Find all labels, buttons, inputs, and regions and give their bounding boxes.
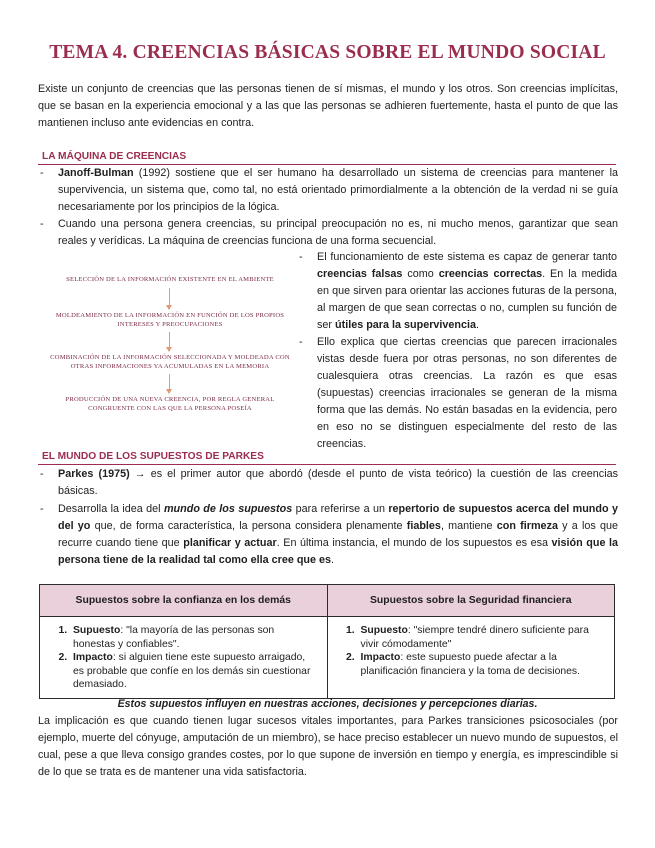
table-cell	[40, 617, 328, 699]
flow-arrow-down-icon	[169, 332, 170, 351]
flow-step-2: MOLDEAMIENTO DE LA INFORMACIÓN EN FUNCIÓN DE LOS PROPIOS INTERESES Y PREOCUPACIONES	[55, 312, 285, 328]
list-item: - Cuando una persona genera creencias, su principal preocupación no es, ni mucho menos, garantizar que sean reales y verídicas. La máquina de creencias funciona de una forma secuencial.	[38, 216, 618, 250]
flow-step-1: SELECCIÓN DE LA INFORMACIÓN EXISTENTE EN EL AMBIENTE	[66, 276, 274, 283]
flow-step-4: PRODUCCIÓN DE UNA NUEVA CREENCIA, POR REGLA GENERAL CONGRUENTE CON LAS QUE LA PERSONA POSEÍA	[65, 396, 275, 412]
section2-list	[38, 466, 618, 569]
table-header-cell: Supuestos sobre la confianza en los demás	[40, 585, 328, 617]
table-cell	[327, 617, 615, 699]
section-heading-text: EL MUNDO DE LOS SUPUESTOS DE PARKES	[42, 451, 264, 462]
assumptions-table	[39, 584, 615, 699]
list-item: - Ello explica que ciertas creencias que parecen irracionales vistas desde fuera por otras personas, no son diferentes de cualesquiera otras creencias. La razón es que esas (supuestas) creencias irracionales se generan de la misma forma que las demás. No están basadas en la evidencia, pero en eso no se distinguen especialmente del resto de las creencias.	[297, 334, 617, 453]
page-title: TEMA 4. CREENCIAS BÁSICAS SOBRE EL MUNDO SOCIAL	[49, 42, 606, 63]
section-heading-maquina	[38, 150, 616, 165]
list-item: 1. Supuesto: "la mayoría de las personas son honestas y confiables".	[70, 624, 317, 651]
closing-paragraph: La implicación es que cuando tienen lugar sucesos vitales importantes, para Parkes transiciones psicosociales (por ejemplo, muerte del cónyuge, amputación de un miembro), se hace preciso establecer un nuevo mundo de supuestos, el cual, pese a que lleva consigo grandes costes, por lo que supone de inversión en tiempo y energía, es imprescindible si de lo que se trata es de mantener una vida satisfactoria.	[38, 715, 618, 778]
list-item: - El funcionamiento de este sistema es capaz de generar tanto creencias falsas como creencias correctas. En la medida en que sirven para orientar las acciones futuras de la persona, al margen de que sean correctas o no, cumplen su función de ser útiles para la supervivencia.	[297, 249, 617, 334]
table-header-row	[40, 585, 615, 617]
intro-paragraph: Existe un conjunto de creencias que las personas tienen de sí mismas, el mundo y los otros. Son creencias implícitas, que se basan en la experiencia emocional y a las que las personas se adhieren fuertemente, hasta el punto de que las mantienen incluso ante evidencias en contra.	[38, 83, 618, 129]
list-item: - Desarrolla la idea del mundo de los supuestos para referirse a un repertorio de supuestos acerca del mundo y del yo que, de forma característica, la persona considera plenamente fiables, mantiene con firmeza y a los que recurre cuando tiene que planificar y actuar. En última instancia, el mundo de los supuestos es esa visión que la persona tiene de la realidad tal como ella cree que es.	[38, 501, 618, 569]
section1-list-right	[297, 249, 617, 453]
flow-step-3: COMBINACIÓN DE LA INFORMACIÓN SELECCIONADA Y MOLDEADA CON OTRAS INFORMACIONES YA ACUMULADAS EN LA MEMORIA	[50, 354, 290, 370]
section-heading-text: LA MÁQUINA DE CREENCIAS	[42, 151, 187, 162]
belief-machine-flowchart	[50, 270, 290, 410]
section1-list-top	[38, 165, 618, 250]
flow-arrow-down-icon	[169, 374, 170, 393]
flow-arrow-down-icon	[169, 288, 170, 309]
list-item: 2. Impacto: si alguien tiene este supuesto arraigado, es probable que confíe en los demás sin cuestionar demasiado.	[70, 651, 317, 692]
author-name: Janoff-Bulman	[58, 167, 134, 179]
list-item: 2. Impacto: este supuesto puede afectar a la planificación financiera y la toma de decisiones.	[358, 651, 605, 678]
list-item: - Parkes (1975) → es el primer autor que abordó (desde el punto de vista teórico) la cuestión de las creencias básicas.	[38, 466, 618, 500]
table-caption: Estos supuestos influyen en nuestras acciones, decisiones y percepciones diarias.	[117, 698, 538, 710]
list-item: - Janoff-Bulman (1992) sostiene que el ser humano ha desarrollado un sistema de creencias para mantener la supervivencia, un sistema que, como tal, no está orientado primordialmente a la obtención de la verdad ni se guía necesariamente por los principios de la lógica.	[38, 165, 618, 216]
section-heading-parkes	[38, 450, 616, 465]
author-name: Parkes (1975)	[58, 468, 130, 480]
table-header-cell: Supuestos sobre la Seguridad financiera	[327, 585, 615, 617]
list-item: 1. Supuesto: "siempre tendré dinero suficiente para vivir cómodamente"	[358, 624, 605, 651]
table-row	[40, 617, 615, 699]
